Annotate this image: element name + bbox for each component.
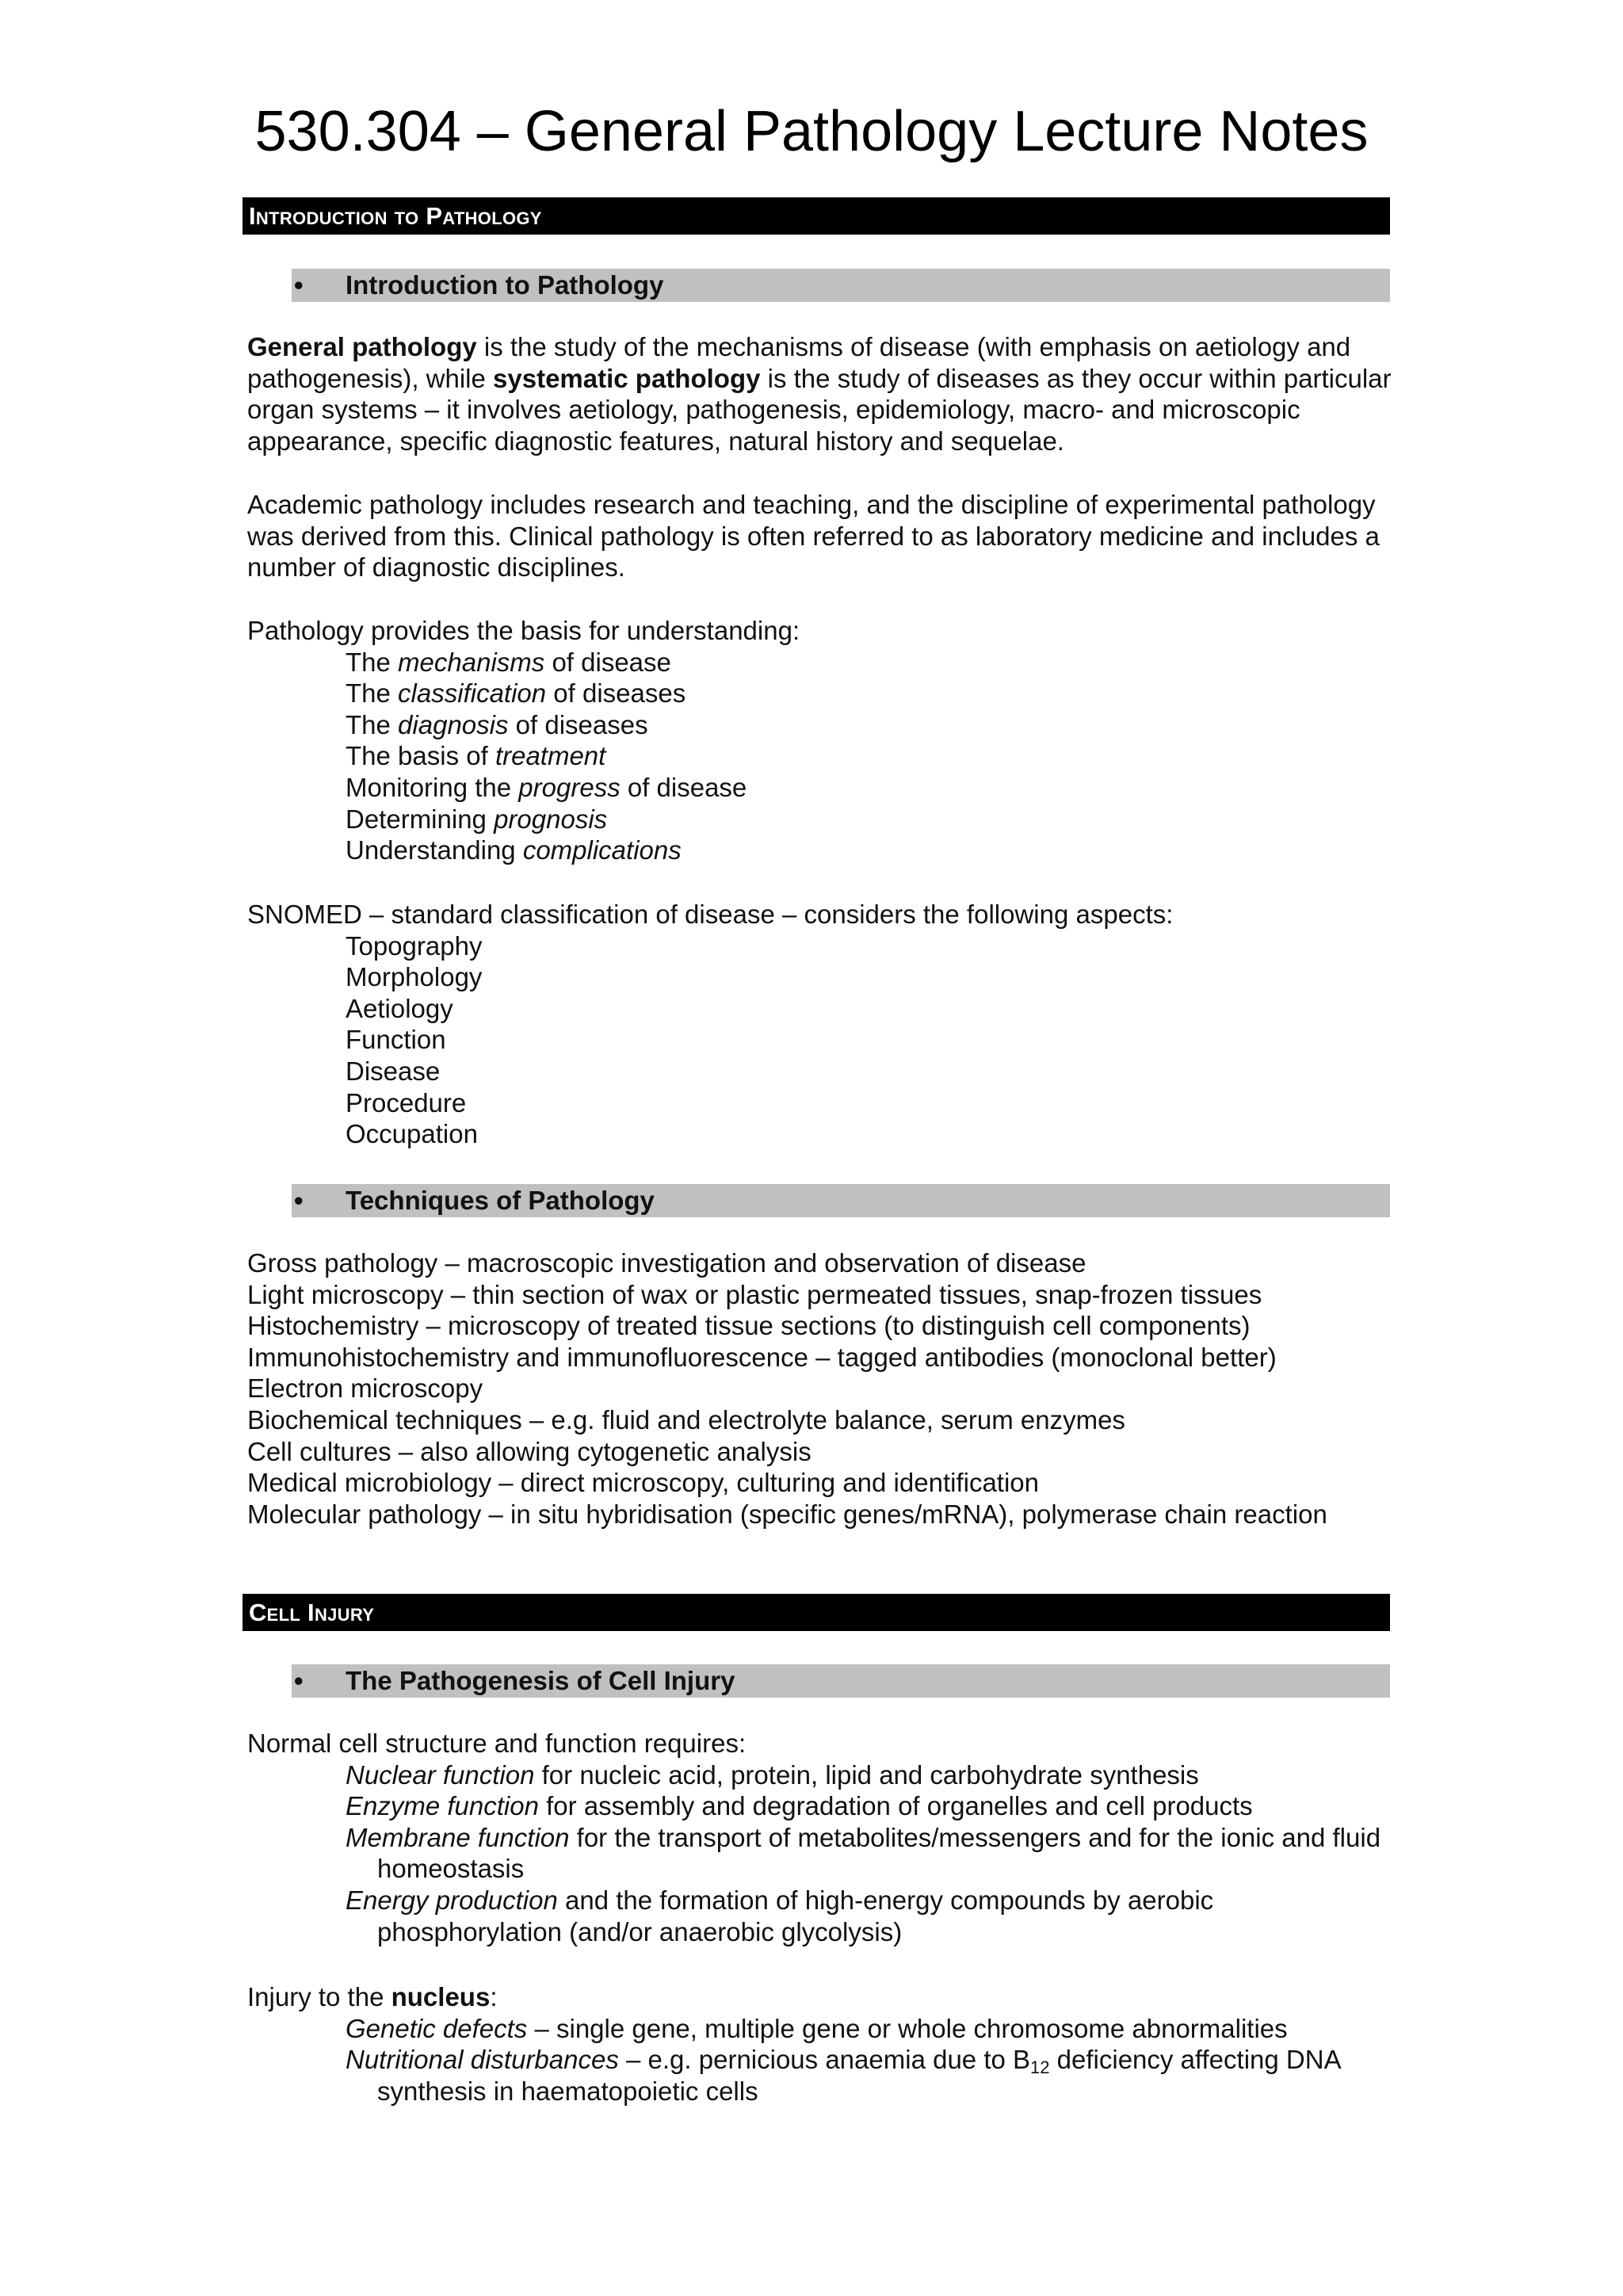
- list-item: Understanding complications: [346, 835, 682, 865]
- subsection-heading-introduction: [292, 269, 1390, 302]
- list-item: Immunohistochemistry and immunofluorescence – tagged antibodies (monoclonal better): [247, 1342, 1277, 1372]
- list-item: Topography: [346, 930, 483, 961]
- list-item: Monitoring the progress of disease: [346, 772, 747, 802]
- list-item: The classification of diseases: [346, 678, 686, 709]
- list-item: Biochemical techniques – e.g. fluid and electrolyte balance, serum enzymes: [247, 1404, 1125, 1435]
- subsection-label: Techniques of Pathology: [346, 1186, 655, 1215]
- list-item: Histochemistry – microscopy of treated tissue sections (to distinguish cell components): [247, 1311, 1251, 1341]
- list-item: Nuclear function for nucleic acid, protein, lipid and carbohydrate synthesis: [346, 1759, 1199, 1790]
- techniques-list: [247, 1247, 1396, 1530]
- subscript: 12: [1030, 2057, 1050, 2078]
- subsection-heading-techniques: [292, 1184, 1390, 1217]
- subsection-heading-pathogenesis: [292, 1664, 1390, 1698]
- document-title: 530.304 – General Pathology Lecture Notes: [254, 100, 1369, 163]
- list-item: Molecular pathology – in situ hybridisation (specific genes/mRNA), polymerase chain reaction: [247, 1499, 1327, 1529]
- snomed-list: [247, 899, 1396, 1150]
- list-item: Occupation: [346, 1119, 478, 1149]
- list-item: Electron microscopy: [247, 1373, 483, 1404]
- list-item: Energy production and the formation of high-energy compounds by aerobic phosphorylation (and/or anaerobic glycolysis): [346, 1885, 1214, 1946]
- subsection-label: The Pathogenesis of Cell Injury: [346, 1666, 735, 1695]
- normal-function-list: [247, 1728, 1396, 1947]
- paragraph-text: is the study of the mechanisms of disease (with emphasis on aetiology and pathogenesis), while: [247, 332, 1351, 393]
- term-general-pathology: General pathology: [247, 332, 477, 361]
- term-systematic-pathology: systematic pathology: [493, 363, 761, 393]
- list-item: Light microscopy – thin section of wax or plastic permeated tissues, snap-frozen tissues: [247, 1279, 1262, 1309]
- snomed-lead: SNOMED – standard classification of disease – considers the following aspects:: [247, 900, 1174, 929]
- list-item: Gross pathology – macroscopic investigation and observation of disease: [247, 1248, 1086, 1278]
- intro-paragraph-2: [247, 489, 1396, 583]
- list-item: Cell cultures – also allowing cytogenetic analysis: [247, 1436, 812, 1466]
- list-item: Function: [346, 1025, 446, 1055]
- subsection-label: Introduction to Pathology: [346, 270, 664, 300]
- nucleus-injury-list: [247, 1981, 1396, 2107]
- section-heading-cell-injury: Cell Injury: [242, 1594, 1390, 1631]
- list-item: The mechanisms of disease: [346, 647, 671, 677]
- list-item: Disease: [346, 1056, 441, 1086]
- bullet-icon: •: [294, 270, 304, 300]
- normal-lead: Normal cell structure and function requires:: [247, 1729, 747, 1758]
- list-item: Procedure: [346, 1087, 467, 1117]
- bullet-icon: •: [294, 1186, 304, 1215]
- list-item: Determining prognosis: [346, 804, 608, 834]
- list-item: Membrane function for the transport of metabolites/messengers and for the ionic and fluid homeostasis: [346, 1822, 1381, 1884]
- list-item: Morphology: [346, 962, 483, 992]
- nucleus-lead: Injury to the nucleus:: [247, 1982, 498, 2011]
- intro-paragraph-1: [247, 331, 1396, 457]
- list-item: Genetic defects – single gene, multiple gene or whole chromosome abnormalities: [346, 2013, 1288, 2043]
- section-heading-introduction: Introduction to Pathology: [242, 197, 1390, 235]
- list-item: The basis of treatment: [346, 741, 606, 771]
- list-item: Enzyme function for assembly and degradation of organelles and cell products: [346, 1791, 1253, 1821]
- list-item: The diagnosis of diseases: [346, 709, 648, 739]
- basis-lead: Pathology provides the basis for understanding:: [247, 616, 800, 645]
- list-item: Medical microbiology – direct microscopy, culturing and identification: [247, 1468, 1040, 1498]
- bullet-icon: •: [294, 1666, 304, 1695]
- list-item: Nutritional disturbances – e.g. pernicious anaemia due to $B_{12}$ deficiency affecting DNA synthesis in haematopoietic cells: [346, 2045, 1340, 2106]
- basis-list: [247, 615, 1396, 866]
- list-item: Aetiology: [346, 993, 453, 1023]
- paragraph-text: is the study of diseases as they occur within particular organ systems – it involves aetiology, pathogenesis, epidemiology, macro- and microscopic appearance, specific diagnostic features, natural history and sequelae.: [247, 363, 1392, 456]
- paragraph-text: Academic pathology includes research and teaching, and the discipline of experimental pathology was derived from this. Clinical pathology is often referred to as laboratory medicine and includes a number of diagnostic disciplines.: [247, 490, 1380, 583]
